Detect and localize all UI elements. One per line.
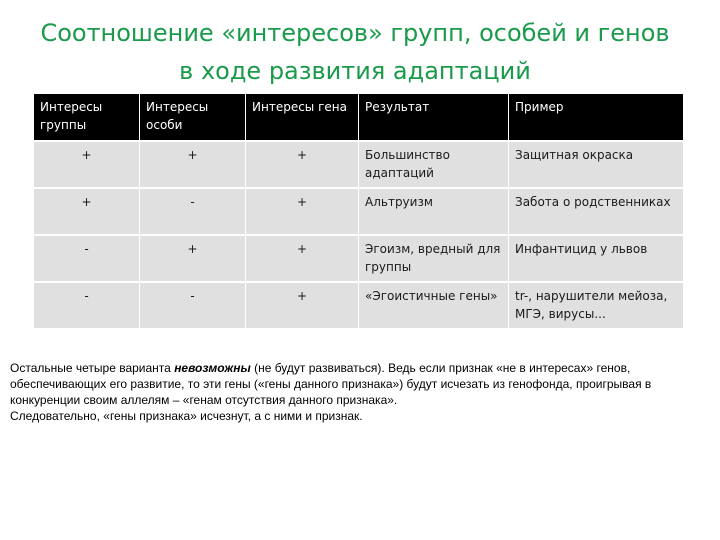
header-gene-interests: Интересы гена: [246, 94, 359, 140]
cell-result: «Эгоистичные гены»: [359, 281, 509, 328]
cell-result: Эгоизм, вредный для группы: [359, 234, 509, 281]
explanation-rest: (не будут развиваться). Ведь если признак «не в интересах» генов, обеспечивающих его развитие, то эти гены («гены данного признака») будут исчезать из генофонда, проигрывая в конкуренции своим аллелям – «генам отсутствия данного признака».: [10, 361, 652, 407]
cell-group: -: [34, 234, 140, 281]
header-example: Пример: [509, 94, 683, 140]
cell-group: +: [34, 140, 140, 187]
header-individual-interests: Интересы особи: [140, 94, 246, 140]
table-row: [34, 234, 683, 281]
explanation-text: [10, 360, 715, 424]
cell-example: tr-, нарушители мейоза, МГЭ, вирусы...: [509, 281, 683, 328]
table-row: [34, 281, 683, 328]
cell-result: Альтруизм: [359, 187, 509, 234]
header-result: Результат: [359, 94, 509, 140]
emphasis-impossible: невозможны: [174, 361, 251, 375]
table-header-row: [34, 94, 683, 140]
cell-individual: +: [140, 234, 246, 281]
cell-gene: +: [246, 140, 359, 187]
conclusion-paragraph: Следовательно, «гены признака» исчезнут, а с ними и признак.: [10, 409, 363, 423]
cell-group: -: [34, 281, 140, 328]
cell-example: Инфантицид у львов: [509, 234, 683, 281]
cell-individual: +: [140, 140, 246, 187]
header-group-interests: Интересы группы: [34, 94, 140, 140]
table-row: [34, 187, 683, 234]
slide-title: Соотношение «интересов» групп, особей и генов в ходе развития адаптаций: [40, 19, 670, 85]
cell-result: Большинство адаптаций: [359, 140, 509, 187]
cell-individual: -: [140, 281, 246, 328]
cell-gene: +: [246, 187, 359, 234]
table-row: [34, 140, 683, 187]
explanation-paragraph: [10, 360, 715, 408]
cell-example: Забота о родственниках: [509, 187, 683, 234]
cell-gene: +: [246, 281, 359, 328]
cell-group: +: [34, 187, 140, 234]
explanation-lead: Остальные четыре варианта: [10, 361, 175, 375]
cell-example: Защитная окраска: [509, 140, 683, 187]
cell-gene: +: [246, 234, 359, 281]
adaptation-table: [34, 94, 683, 328]
cell-individual: -: [140, 187, 246, 234]
